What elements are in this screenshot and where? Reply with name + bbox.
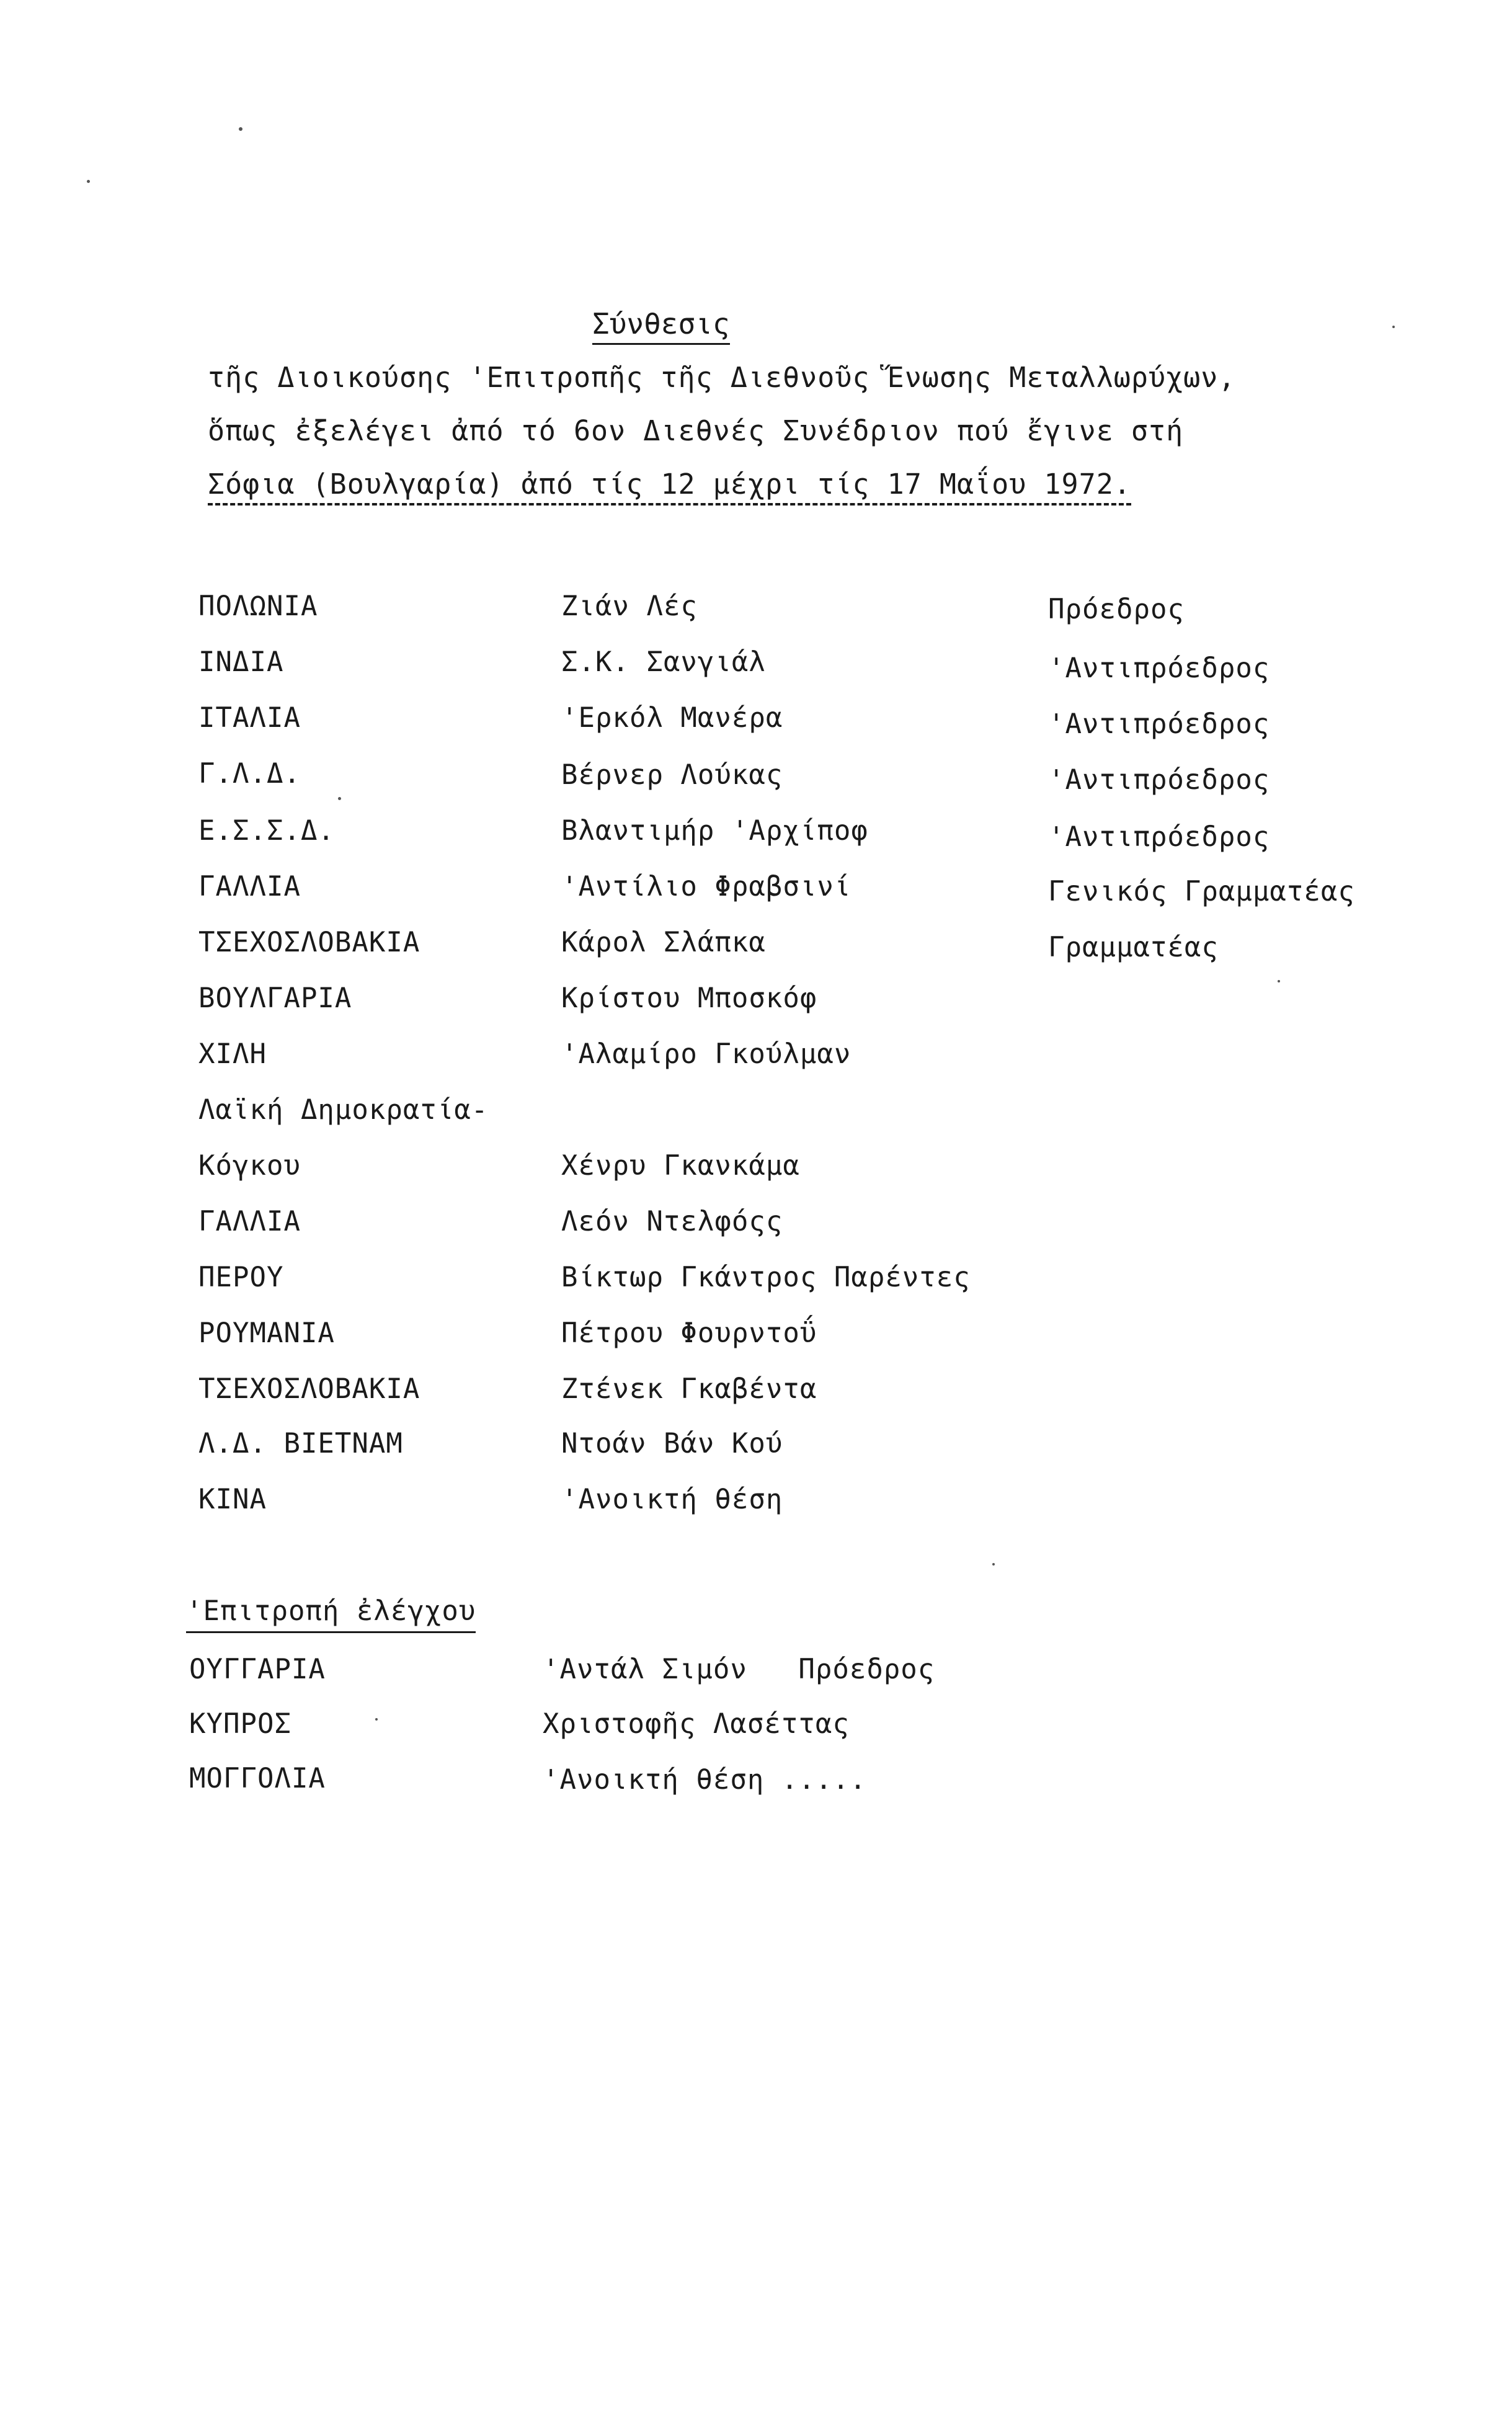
committee-role: 'Αντιπρόεδρος [1048, 708, 1270, 740]
control-name: Χριστοφῆς Λασέττας [543, 1708, 850, 1740]
committee-name: Ντοάν Βάν Κού [561, 1428, 783, 1459]
committee-country: Λαϊκή Δημοκρατία- [198, 1094, 489, 1126]
committee-role: Πρόεδρος [1048, 594, 1185, 625]
committee-name: Σ.Κ. Σανγιάλ [561, 646, 766, 678]
heading-line-3: Σόφια (Βουλγαρία) ἀπό τίς 12 μέχρι τίς 17 Μαΐου 1972. [208, 468, 1131, 506]
committee-name: 'Ερκόλ Μανέρα [561, 702, 783, 734]
committee-country: ΙΤΑΛΙΑ [198, 702, 301, 734]
control-country: ΜΟΓΓΟΛΙΑ [189, 1763, 326, 1794]
committee-country: ΓΑΛΛΙΑ [198, 1206, 301, 1237]
committee-country: ΡΟΥΜΑΝΙΑ [198, 1317, 335, 1349]
paper-speck [992, 1563, 995, 1566]
paper-speck [1278, 980, 1280, 982]
committee-name: Χένρυ Γκανκάμα [561, 1150, 800, 1182]
committee-name: 'Ανοικτή θέση [561, 1484, 783, 1515]
committee-country: Κόγκου [198, 1150, 301, 1182]
committee-name: Λεόν Ντελφόςς [561, 1206, 783, 1237]
paper-speck [375, 1718, 378, 1721]
control-committee-title: 'Επιτροπή ἐλέγχου [186, 1594, 476, 1633]
committee-country: Λ.Δ. ΒΙΕΤΝΑΜ [198, 1428, 403, 1459]
paper-speck [87, 180, 90, 183]
committee-country: ΙΝΔΙΑ [198, 646, 284, 678]
committee-country: Γ.Λ.Δ. [198, 758, 301, 790]
committee-name: Πέτρου Φουρντοΰ [561, 1317, 817, 1349]
committee-name: Βίκτωρ Γκάντρος Παρέντες [561, 1262, 971, 1293]
committee-country: ΤΣΕΧΟΣΛΟΒΑΚΙΑ [198, 927, 420, 958]
committee-role: 'Αντιπρόεδρος [1048, 821, 1270, 853]
committee-role: Γενικός Γραμματέας [1048, 876, 1355, 907]
paper-speck [239, 127, 242, 131]
committee-role: Γραμματέας [1048, 932, 1219, 963]
committee-name: Κάρολ Σλάπκα [561, 927, 766, 958]
control-name: 'Ανοικτή θέση ..... [543, 1764, 867, 1796]
control-country: ΚΥΠΡΟΣ [189, 1708, 291, 1740]
committee-name: Βέρνερ Λούκας [561, 759, 783, 791]
committee-country: ΓΑΛΛΙΑ [198, 871, 301, 902]
committee-country: ΚΙΝΑ [198, 1484, 267, 1515]
committee-name: Βλαντιμήρ 'Αρχίποφ [561, 815, 868, 847]
committee-name: Ζτένεκ Γκαβέντα [561, 1373, 817, 1405]
committee-country: ΒΟΥΛΓΑΡΙΑ [198, 982, 352, 1014]
heading-line-1: τῆς Διοικούσης 'Επιτροπῆς τῆς Διεθνοῦς Ἕνωσης Μεταλλωρύχων, [208, 361, 1236, 394]
committee-name: Κρίστου Μποσκόφ [561, 982, 817, 1014]
committee-name: Ζιάν Λές [561, 590, 698, 622]
committee-country: ΠΕΡΟΥ [198, 1262, 284, 1293]
control-country: ΟΥΓΓΑΡΙΑ [189, 1654, 326, 1685]
committee-country: ΧΙΛΗ [198, 1038, 267, 1070]
heading-line-2: ὅπως ἐξελέγει ἀπό τό 6ον Διεθνές Συνέδριον πού ἔγινε στή [208, 414, 1184, 447]
control-name: 'Αντάλ Σιμόν Πρόεδρος [543, 1654, 935, 1685]
paper-speck [338, 797, 341, 800]
document-title: Σύνθεσις [592, 307, 730, 345]
committee-role: 'Αντιπρόεδρος [1048, 652, 1270, 684]
committee-name: 'Αλαμίρο Γκούλμαν [561, 1038, 852, 1070]
paper-speck [1392, 326, 1395, 328]
committee-role: 'Αντιπρόεδρος [1048, 764, 1270, 796]
committee-country: ΠΟΛΩΝΙΑ [198, 590, 318, 622]
committee-name: 'Αντίλιο Φραβσινί [561, 871, 852, 902]
committee-country: Ε.Σ.Σ.Δ. [198, 815, 335, 847]
committee-country: ΤΣΕΧΟΣΛΟΒΑΚΙΑ [198, 1373, 420, 1405]
